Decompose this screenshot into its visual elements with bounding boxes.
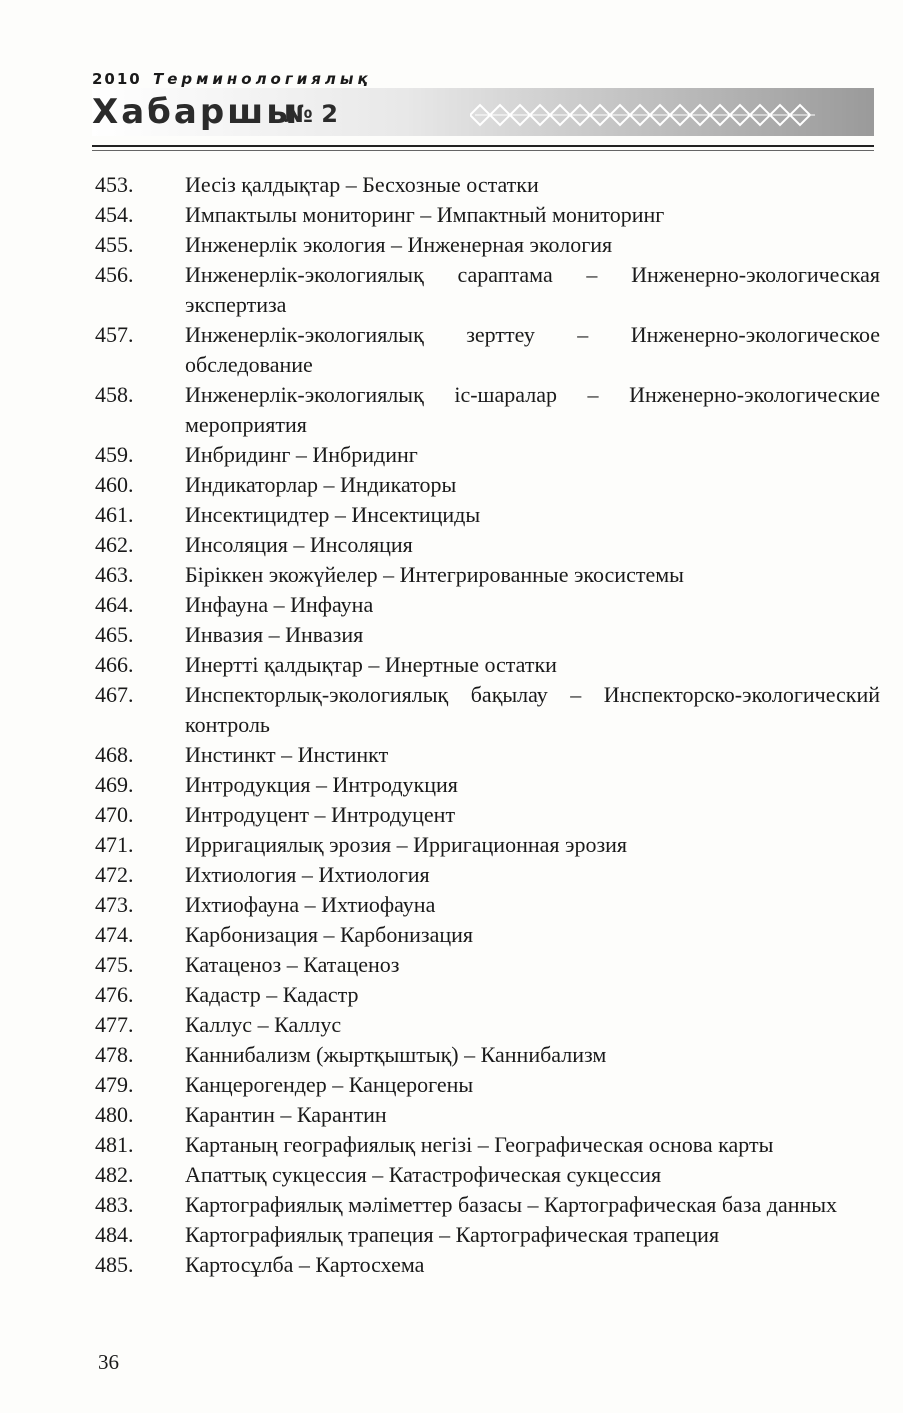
list-item xyxy=(95,230,880,260)
list-item xyxy=(95,560,880,590)
entry-number: 455. xyxy=(95,232,134,257)
entry-term: Карантин – Карантин xyxy=(185,1102,387,1127)
entry-number: 483. xyxy=(95,1192,134,1217)
entry-term: Инертті қалдықтар – Инертные остатки xyxy=(185,652,557,677)
entry-term: Біріккен экожүйелер – Интегрированные экосистемы xyxy=(185,562,684,587)
list-item xyxy=(95,1010,880,1040)
list-item xyxy=(95,1160,880,1190)
list-item xyxy=(95,470,880,500)
header-rule-thin xyxy=(92,150,874,151)
entry-term: Интродукция – Интродукция xyxy=(185,772,458,797)
list-item xyxy=(95,620,880,650)
list-item xyxy=(95,260,880,320)
entry-number: 474. xyxy=(95,922,134,947)
list-item xyxy=(95,380,880,440)
list-item xyxy=(95,530,880,560)
list-item xyxy=(95,500,880,530)
entry-term: Инсоляция – Инсоляция xyxy=(185,532,413,557)
entry-term: Апаттық сукцессия – Катастрофическая сукцессия xyxy=(185,1162,662,1187)
entry-term: Картографиялық мәліметтер базасы – Картографическая база данных xyxy=(185,1192,838,1217)
journal-series: Терминологиялық xyxy=(152,70,372,88)
entry-number: 462. xyxy=(95,532,134,557)
list-item xyxy=(95,1130,880,1160)
journal-year-series xyxy=(92,70,372,88)
entry-term: Ихтиофауна – Ихтиофауна xyxy=(185,892,436,917)
entry-term: Картосұлба – Картосхема xyxy=(185,1252,425,1277)
entry-number: 468. xyxy=(95,742,134,767)
entry-number: 460. xyxy=(95,472,134,497)
ornament-pattern-icon xyxy=(470,96,820,134)
list-item xyxy=(95,740,880,770)
entry-term: Каллус – Каллус xyxy=(185,1012,342,1037)
entry-term: Инстинкт – Инстинкт xyxy=(185,742,389,767)
entry-number: 479. xyxy=(95,1072,134,1097)
entry-term: Ирригациялық эрозия – Ирригационная эрозия xyxy=(185,832,628,857)
list-item xyxy=(95,1100,880,1130)
list-item xyxy=(95,650,880,680)
entry-term: Инфауна – Инфауна xyxy=(185,592,374,617)
list-item xyxy=(95,320,880,380)
entry-number: 477. xyxy=(95,1012,134,1037)
list-item xyxy=(95,860,880,890)
entry-term: Инженерлік-экологиялық зерттеу – Инженерно-экологическое обследование xyxy=(185,322,880,377)
list-item xyxy=(95,200,880,230)
entry-number: 469. xyxy=(95,772,134,797)
entry-term: Инженерлік-экологиялық іс-шаралар – Инженерно-экологические мероприятия xyxy=(185,382,880,437)
issue-number: № 2 xyxy=(284,100,338,128)
entry-number: 476. xyxy=(95,982,134,1007)
list-item xyxy=(95,890,880,920)
entry-term: Иесіз қалдықтар – Бесхозные остатки xyxy=(185,172,539,197)
entry-number: 480. xyxy=(95,1102,134,1127)
entry-number: 465. xyxy=(95,622,134,647)
entry-term: Инбридинг – Инбридинг xyxy=(185,442,418,467)
entry-number: 481. xyxy=(95,1132,134,1157)
entry-number: 454. xyxy=(95,202,134,227)
entry-number: 484. xyxy=(95,1222,134,1247)
list-item xyxy=(95,1040,880,1070)
entry-number: 466. xyxy=(95,652,134,677)
entry-term: Катаценоз – Катаценоз xyxy=(185,952,400,977)
entry-term: Ихтиология – Ихтиология xyxy=(185,862,430,887)
entry-number: 456. xyxy=(95,262,134,287)
entry-term: Инспекторлық-экологиялық бақылау – Инспекторско-экологический контроль xyxy=(185,682,880,737)
entry-number: 473. xyxy=(95,892,134,917)
list-item xyxy=(95,1190,880,1220)
list-item xyxy=(95,590,880,620)
page-number: 36 xyxy=(98,1350,119,1374)
entry-number: 472. xyxy=(95,862,134,887)
list-item xyxy=(95,950,880,980)
entry-number: 475. xyxy=(95,952,134,977)
list-item xyxy=(95,170,880,200)
entry-term: Инженерлік-экологиялық сараптама – Инженерно-экологическая экспертиза xyxy=(185,262,880,317)
entry-number: 467. xyxy=(95,682,134,707)
list-item xyxy=(95,680,880,740)
entry-term: Инженерлік экология – Инженерная экология xyxy=(185,232,613,257)
entry-number: 470. xyxy=(95,802,134,827)
entry-number: 458. xyxy=(95,382,134,407)
entry-term: Карбонизация – Карбонизация xyxy=(185,922,474,947)
journal-title: Хабаршы xyxy=(92,92,301,132)
entry-number: 482. xyxy=(95,1162,134,1187)
list-item xyxy=(95,830,880,860)
entry-number: 461. xyxy=(95,502,134,527)
entry-term: Интродуцент – Интродуцент xyxy=(185,802,456,827)
entry-number: 457. xyxy=(95,322,134,347)
list-item xyxy=(95,1220,880,1250)
list-item xyxy=(95,980,880,1010)
entry-term: Картаның географиялық негізі – Географическая основа карты xyxy=(185,1132,774,1157)
term-list xyxy=(95,170,880,1280)
entry-term: Инсектицидтер – Инсектициды xyxy=(185,502,481,527)
entry-term: Каннибализм (жыртқыштық) – Каннибализм xyxy=(185,1042,607,1067)
entry-number: 485. xyxy=(95,1252,134,1277)
entry-term: Импактылы мониторинг – Импактный мониторинг xyxy=(185,202,665,227)
list-item xyxy=(95,800,880,830)
header-rule xyxy=(92,145,874,147)
journal-year: 2010 xyxy=(92,70,142,88)
list-item xyxy=(95,920,880,950)
list-item xyxy=(95,440,880,470)
list-item xyxy=(95,770,880,800)
entry-number: 471. xyxy=(95,832,134,857)
list-item xyxy=(95,1250,880,1280)
list-item xyxy=(95,1070,880,1100)
entry-term: Канцерогендер – Канцерогены xyxy=(185,1072,474,1097)
entry-term: Кадастр – Кадастр xyxy=(185,982,359,1007)
entry-number: 453. xyxy=(95,172,134,197)
entry-number: 463. xyxy=(95,562,134,587)
entry-term: Картографиялық трапеция – Картографическая трапеция xyxy=(185,1222,720,1247)
entry-term: Инвазия – Инвазия xyxy=(185,622,364,647)
entry-number: 464. xyxy=(95,592,134,617)
entry-number: 459. xyxy=(95,442,134,467)
entry-number: 478. xyxy=(95,1042,134,1067)
entry-term: Индикаторлар – Индикаторы xyxy=(185,472,457,497)
